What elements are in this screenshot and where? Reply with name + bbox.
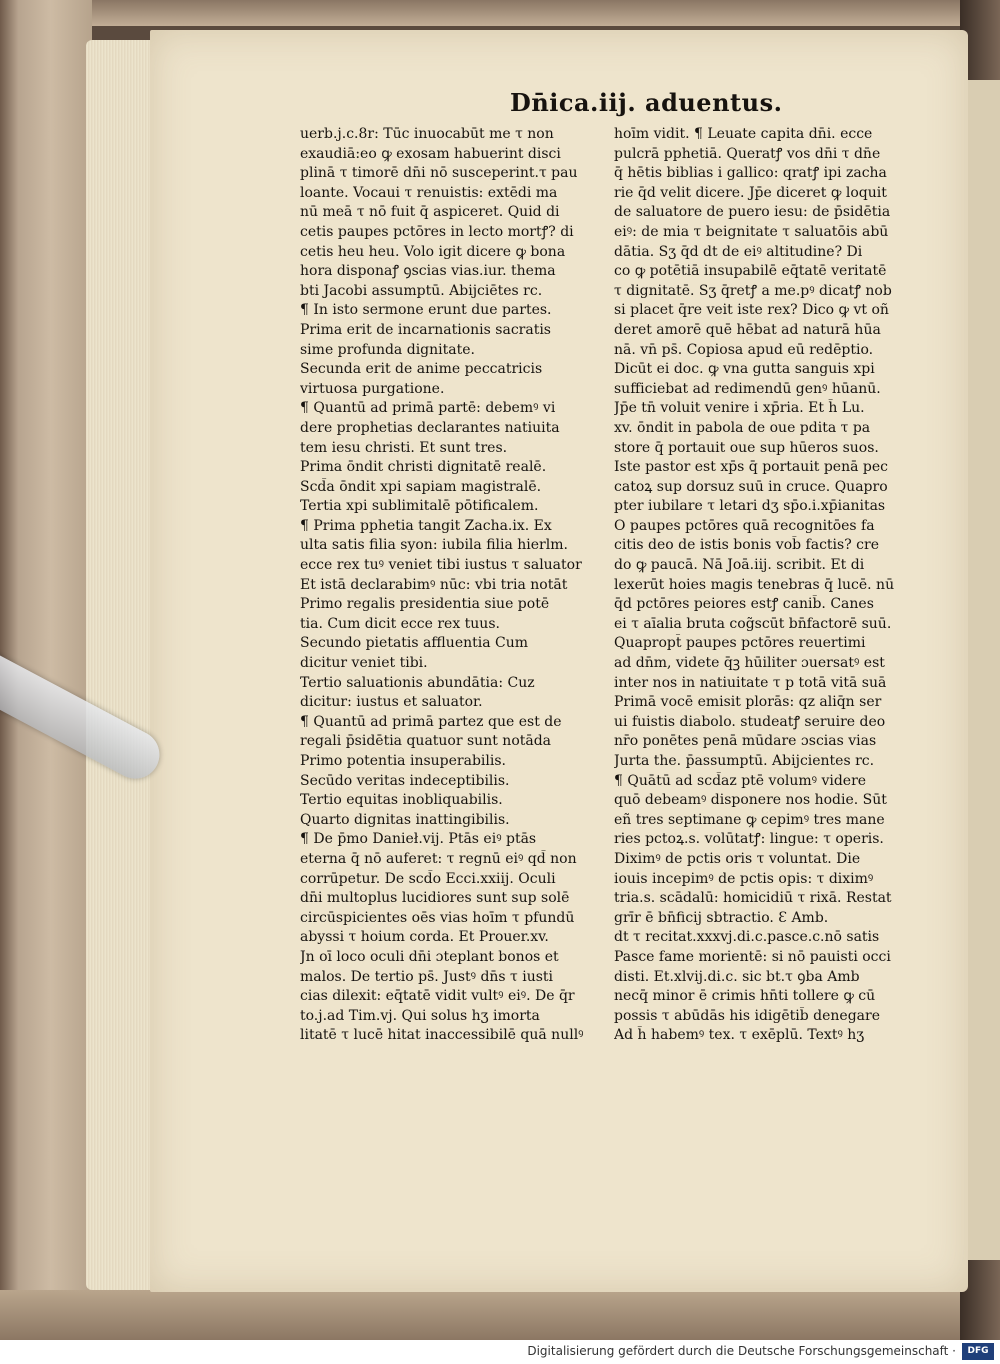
text-line: si placet q̄re veit iste rex? Dico ꝙ vt oñ xyxy=(614,302,889,319)
binding-top xyxy=(0,0,1000,26)
text-line: bti Jacobi assumptū. Abijciētes rc. xyxy=(300,282,543,299)
text-line: plinā τ timorē dn̄i nō susceperint.τ pau xyxy=(300,165,578,182)
text-line: Ad h̄ habemꝰ tex. τ exēplū. Textꝰ hʒ xyxy=(614,1027,865,1044)
text-line: grīr ē bn̄ficij sbtractio. Ɛ Amb. xyxy=(614,909,829,926)
text-line: ui fuistis diabolo. studeatꝭ seruire deo xyxy=(614,713,886,730)
text-line: nā. vn̄ ps̄. Copiosa apud eū redēptio. xyxy=(614,341,874,358)
text-line: O paupes pctōres quā recognitōes fa xyxy=(614,517,875,534)
text-line: cias dilexit: eq̄tatē vidit vultꝰ eiꝰ. De q̄r xyxy=(300,988,575,1005)
text-line: Et istā declarabimꝰ nūc: vbi tria notāt xyxy=(300,576,568,593)
text-line: disti. Et.xlvij.di.c. sic bt.τ ꝯba Amb xyxy=(614,968,860,985)
text-line: q̄d pctōres peiores estꝭ canib̄. Canes xyxy=(614,596,874,613)
text-line: Primo potentia insuperabilis. xyxy=(300,753,506,769)
text-line: q̄ hētis biblias i gallico: qratꝭ ipi zacha xyxy=(614,165,887,182)
running-head: Dn̄ica.iij. aduentus. xyxy=(510,88,783,117)
text-line: Dicūt ei doc. ꝙ vna gutta sanguis xpi xyxy=(614,361,875,378)
text-line: Pasce fame morientē: si nō pauisti occi xyxy=(614,948,891,965)
text-line: malos. De tertio ps̄. Justꝰ dn̄s τ iusti xyxy=(300,968,554,985)
text-line: ad dn̄m, videte q̄ꝫ hūiliter ɔuersatꝰ est xyxy=(614,655,885,672)
text-line: litatē τ lucē hitat inaccessibilē quā nullꝰ xyxy=(300,1027,584,1044)
text-line: Tertia xpi sublimitalē pōtificalem. xyxy=(300,498,539,515)
text-line: regali p̄sidētia quatuor sunt notāda xyxy=(300,733,552,750)
text-line: Prima ōndit christi dignitatē realē. xyxy=(300,459,547,476)
text-line: hora disponaꝭ ꝯscias vias.iur. thema xyxy=(300,263,556,280)
text-line: necq̄ minor ē crimis hn̄ti tollere ꝙ cū xyxy=(614,988,876,1005)
text-line: Primo regalis presidentia siue potē xyxy=(300,596,550,613)
text-line: sufficiebat ad redimendū genꝰ hūanū. xyxy=(614,380,881,397)
text-line: Secunda erit de anime peccatricis xyxy=(300,361,543,378)
text-line: possis τ abūdās his idigētib̄ denegare xyxy=(614,1007,880,1024)
text-line: sime profunda dignitate. xyxy=(300,341,475,358)
text-line: ¶ In isto sermone erunt due partes. xyxy=(300,302,552,319)
text-line: Iste pastor est xp̄s q̄ portauit penā pec xyxy=(614,459,888,476)
text-line: to.j.ad Tim.vj. Qui solus hʒ imorta xyxy=(300,1007,540,1024)
text-line: rie q̄d velit dicere. Jp̄e diceret ꝙ loquit xyxy=(614,184,887,201)
text-line: tem iesu christi. Et sunt tres. xyxy=(300,439,508,456)
page-edges xyxy=(86,40,156,1290)
text-line: eiꝰ: de mia τ beignitate τ saluatōis abū xyxy=(614,223,889,240)
text-line: catoꝝ sup dorsuz suū in cruce. Quapro xyxy=(614,478,888,495)
text-line: Quapropt̄ paupes pctōres reuertimi xyxy=(614,635,866,652)
footer-bar xyxy=(0,1340,1000,1364)
text-line: dātia. Sʒ q̄d dt de eiꝰ altitudine? Di xyxy=(614,243,863,260)
facing-page-edge xyxy=(968,80,1000,1260)
text-line: cetis heu heu. Volo igit dicere ꝙ bona xyxy=(300,243,566,260)
text-line: xv. ōndit in pabola de oue pdita τ pa xyxy=(614,419,871,436)
text-line: eterna q̄ nō auferet: τ regnū eiꝰ qd̄ non xyxy=(300,850,577,867)
text-line: Jn oī loco oculi dn̄i ɔteplant bonos et xyxy=(300,948,559,965)
left-text-column xyxy=(300,125,600,1046)
text-line: dt τ recitat.xxxvj.di.c.pasce.c.nō satis xyxy=(614,929,880,946)
binding-bottom xyxy=(0,1290,1000,1340)
text-line: Jp̄e tn̄ voluit venire i xp̄ria. Et h̄ Lu. xyxy=(614,400,865,417)
dfg-logo: DFG xyxy=(962,1343,994,1360)
text-line: Primā vocē emisit plorās: qz aliq̄n ser xyxy=(614,694,882,711)
text-line: Tertio equitas inobliquabilis. xyxy=(300,792,503,809)
text-line: Quarto dignitas inattingibilis. xyxy=(300,811,510,828)
text-line: exaudiā:eo ꝙ exosam habuerint disci xyxy=(300,145,561,162)
text-line: iouis incepimꝰ de pctis opis: τ diximꝰ xyxy=(614,870,874,887)
text-line: circūspicientes oēs vias hoīm τ pfundū xyxy=(300,909,575,926)
text-line: pter iubilare τ letari dʒ sp̄o.i.xp̄ianitas xyxy=(614,498,886,515)
text-line: ries pctoꝝ.s. volūtatꝭ: lingue: τ operis. xyxy=(614,831,884,848)
text-line: Prima erit de incarnationis sacratis xyxy=(300,321,551,338)
text-line: loante. Vocaui τ renuistis: extēdi ma xyxy=(300,184,558,201)
text-line: abyssi τ hoium corda. Et Prouer.xv. xyxy=(300,929,549,946)
text-line: do ꝙ paucā. Nā Joā.iij. scribit. Et di xyxy=(614,557,865,574)
text-line: nū meā τ nō fuit q̄ aspiceret. Quid di xyxy=(300,204,560,221)
text-line: deret amorē quē hēbat ad naturā hūa xyxy=(614,321,881,338)
text-line: ecce rex tuꝰ veniet tibi iustus τ saluator xyxy=(300,557,582,574)
text-line: inter nos in natiuitate τ p totā vitā suā xyxy=(614,674,887,691)
text-line: dere prophetias declarantes natiuita xyxy=(300,419,560,436)
text-line: τ dignitatē. Sʒ q̄retꝭ a me.pꝰ dicatꝭ nob xyxy=(614,282,892,299)
text-line: co ꝙ potētiā insupabilē eq̄tatē veritatē xyxy=(614,263,887,280)
text-line: eñ tres septimane ꝙ cepimꝰ tres mane xyxy=(614,811,885,828)
text-line: cetis paupes pctōres in lecto mortꝭ? di xyxy=(300,223,574,240)
text-line: dicitur: iustus et saluator. xyxy=(300,694,483,711)
text-line: citis deo de istis bonis vob̄ factis? cre xyxy=(614,537,879,554)
text-line: tia. Cum dicit ecce rex tuus. xyxy=(300,615,500,632)
text-line: dn̄i multoplus lucidiores sunt sup solē xyxy=(300,890,570,907)
text-line: pulcrā pphetiā. Queratꝭ vos dn̄i τ dn̄e xyxy=(614,145,881,162)
text-line: Diximꝰ de pctis oris τ voluntat. Die xyxy=(614,850,861,867)
text-line: store q̄ portauit oue sup hūeros suos. xyxy=(614,439,879,456)
right-text-column xyxy=(614,125,944,1046)
text-line: nr̄o ponētes penā mūdare ɔscias vias xyxy=(614,733,877,750)
text-line: tria.s. scādalū: homicidiū τ rixā. Restat xyxy=(614,890,892,907)
text-line: ulta satis filia syon: iubila filia hierlm. xyxy=(300,537,568,554)
funding-credit: Digitalisierung gefördert durch die Deutsche Forschungsgemeinschaft · xyxy=(527,1344,956,1358)
text-line: corrūpetur. De scd̄o Ecci.xxiij. Oculi xyxy=(300,870,556,887)
text-line: ¶ Prima pphetia tangit Zacha.ix. Ex xyxy=(300,517,552,534)
text-line: ¶ De p̄mo Danieł.vij. Ptās eiꝰ ptās xyxy=(300,831,537,848)
text-line: dicitur veniet tibi. xyxy=(300,655,428,672)
text-line: uerb.j.c.8r: Tūc inuocabūt me τ non xyxy=(300,126,554,142)
text-line: Jurta the. p̄assumptū. Abijcientes rc. xyxy=(614,753,875,769)
text-line: Scd̄a ōndit xpi sapiam magistralē. xyxy=(300,478,542,495)
text-line: virtuosa purgatione. xyxy=(300,380,445,397)
text-line: ¶ Quātū ad scd̄az ptē volumꝰ videre xyxy=(614,772,867,789)
text-line: ¶ Quantū ad primā partez que est de xyxy=(300,713,562,730)
text-line: Secundo pietatis affluentia Cum xyxy=(300,635,529,652)
text-line: hoīm vidit. ¶ Leuate capita dn̄i. ecce xyxy=(614,126,873,142)
text-line: de saluatore de puero iesu: de p̄sidētia xyxy=(614,204,891,221)
text-line: lexerūt hoies magis tenebras q̄ lucē. nū xyxy=(614,576,895,593)
text-line: ¶ Quantū ad primā partē: debemꝰ vi xyxy=(300,400,556,417)
text-line: Tertio saluationis abundātia: Cuz xyxy=(300,674,535,691)
text-line: Secūdo veritas indeceptibilis. xyxy=(300,772,510,789)
text-line: quō debeamꝰ disponere nos hodie. Sūt xyxy=(614,792,887,809)
text-line: ei τ aīalia bruta cog̃scūt bn̄factorē suū. xyxy=(614,615,892,632)
